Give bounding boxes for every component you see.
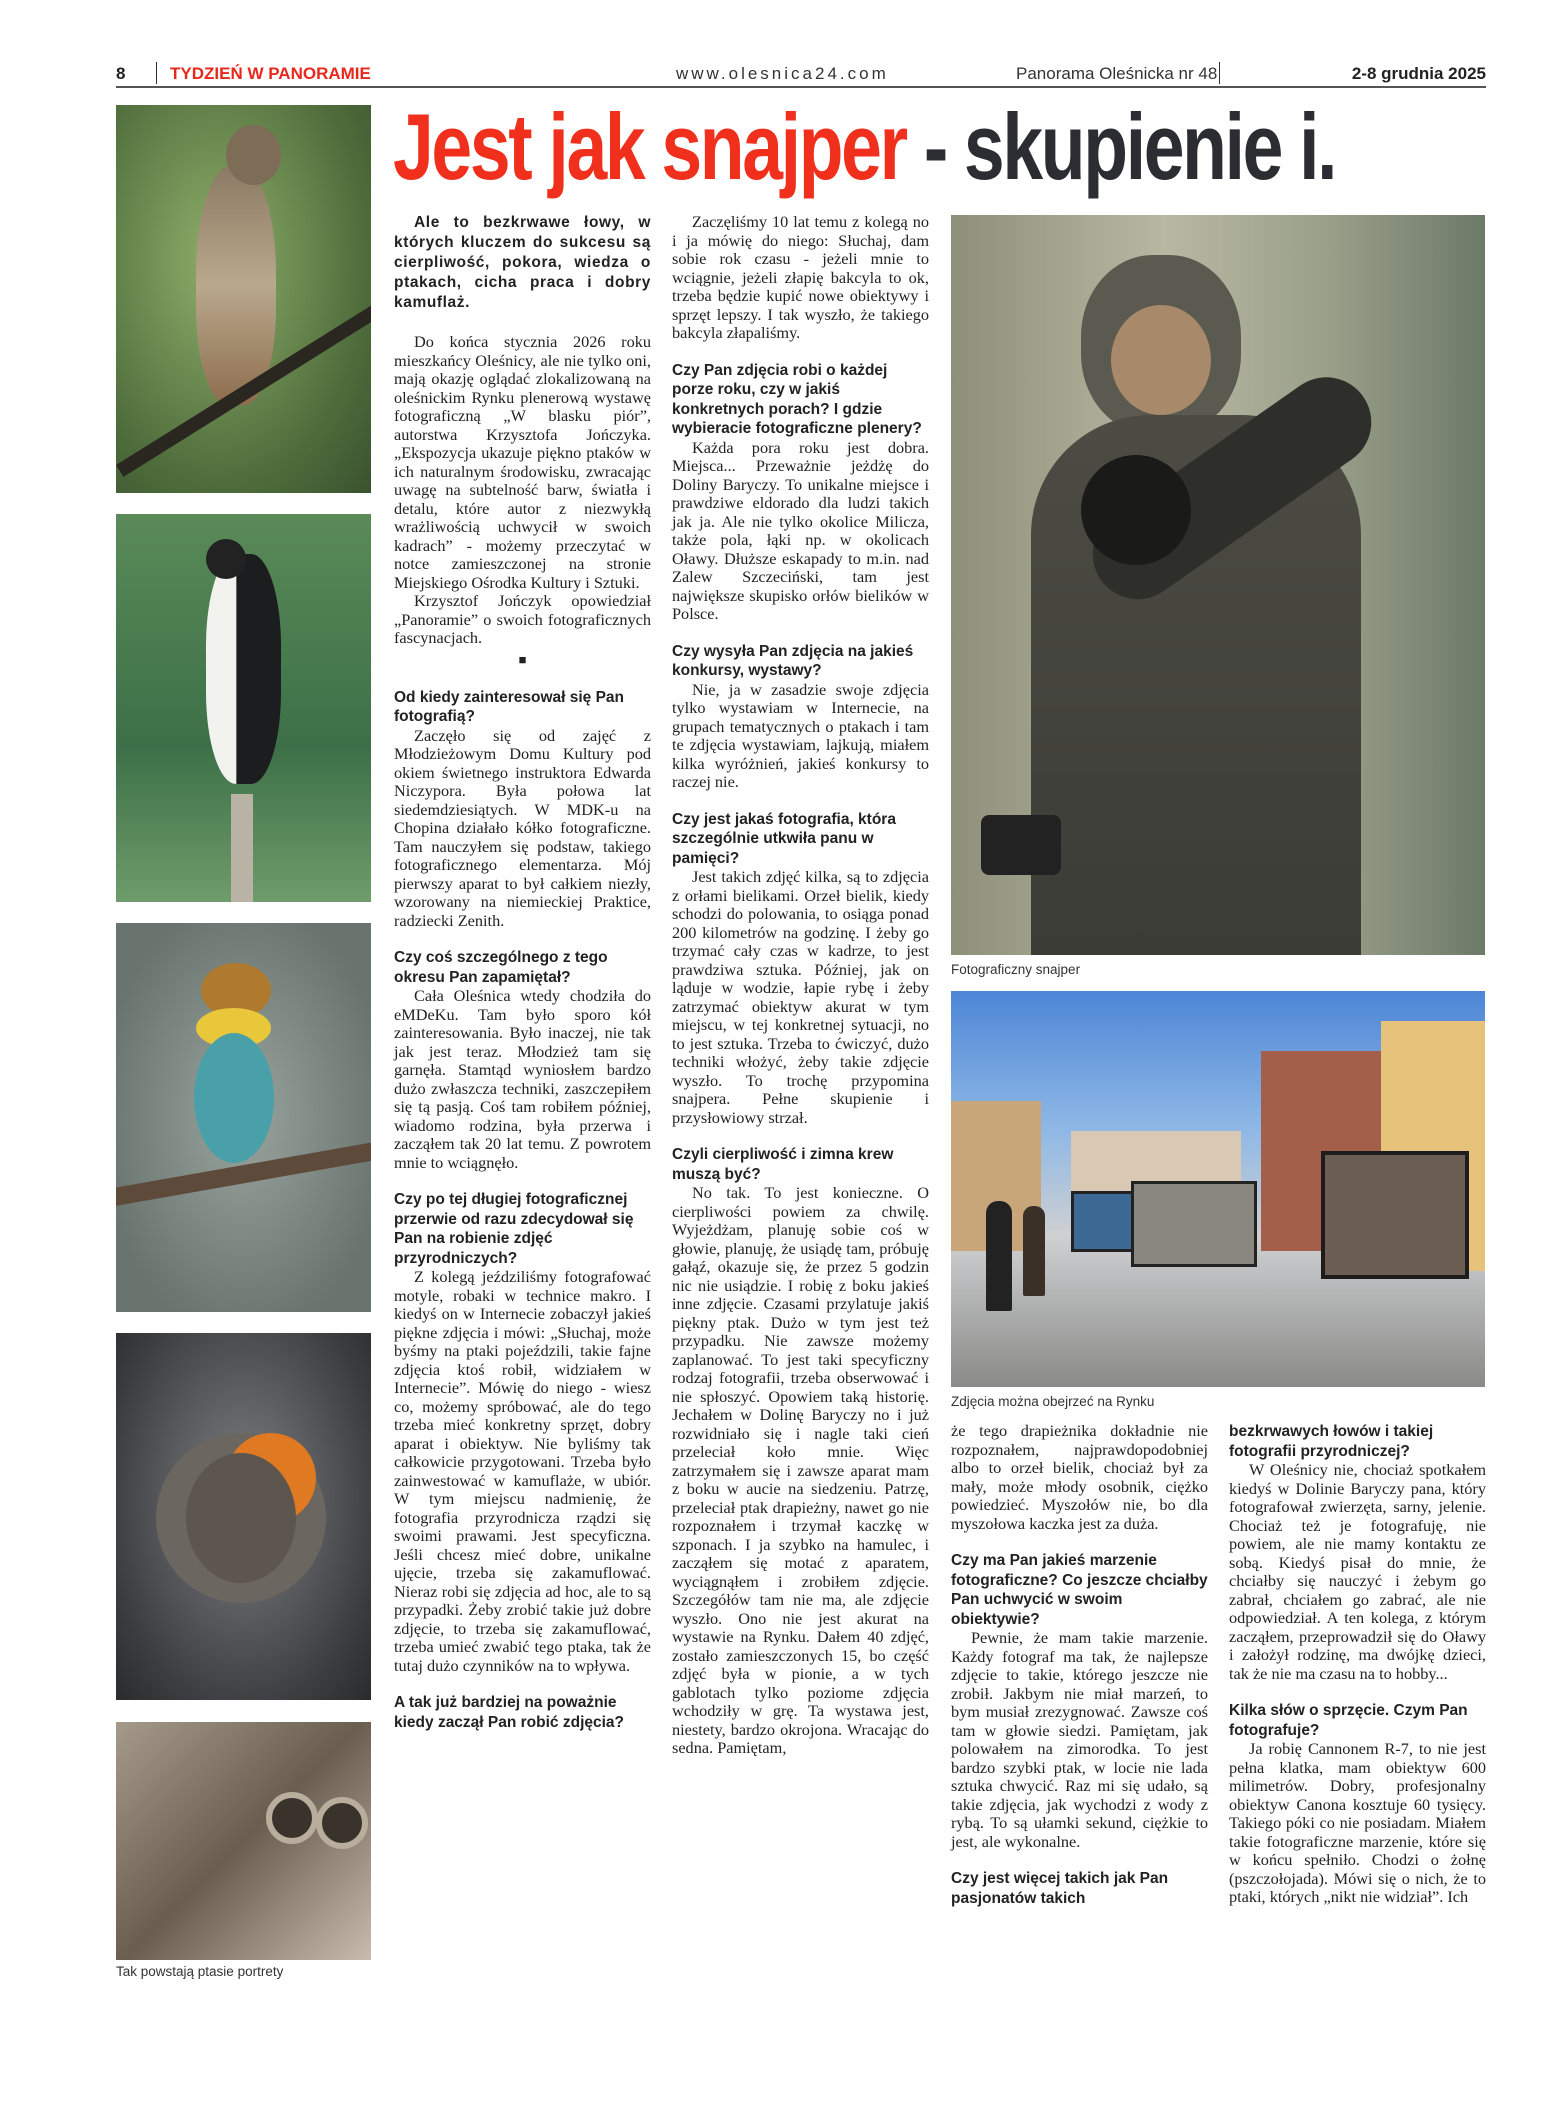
- article-column-4: [1229, 1422, 1486, 1907]
- article-paragraph: Zaczęło się od zajęć z Młodzieżowym Domu Kultury pod okiem świetnego instruktora Edwarda Niczypora. Była połowa lat siedemdziesiątych. W MDK-u na Chopina działało kółko fotograficzne. Tam nauczyłem się podstaw, takiego fotograficznego elementarza. Mój pierwszy aparat to był całkiem niezły, wzorowany na niemieckiej Praktice, radziecki Zenith.: [394, 725, 651, 930]
- article-paragraph: Do końca stycznia 2026 roku mieszkańcy Oleśnicy, ale nie tylko oni, mają okazję oglądać zlokalizowaną na oleśnickim Rynku plenerową wystawę fotograficzną „W blasku piór”, autorstwa Krzysztofa Jończyka. „Ekspozycja ukazuje piękno ptaków w ich naturalnym środowisku, zwracając uwagę na subtelność barw, światła i detalu, które autor z niezwykłą wrażliwością uchwycił w swoich kadrach” - możemy przeczytać w notce zamieszczonej na stronie Miejskiego Ośrodka Kultury i Sztuki.: [394, 332, 651, 592]
- page-number: 8: [116, 64, 126, 83]
- photo-bee-eater: [116, 923, 371, 1312]
- article-column-3: [951, 1422, 1208, 1908]
- article-paragraph: Cała Oleśnica wtedy chodziła do eMDeKu. Tam było sporo kół zainteresowania. Było inaczej, nie tak jak jest teraz. Młodzież tam się garnęła. Stamtąd wyniosłem bardzo dużo zwłaszcza techniki, zaszczepiłem się tą pasją. Coś tam robiłem później, wiadomo rodzina, była przerwa i zacząłem tak 20 lat temu. Z powrotem mnie to wciągnęło.: [394, 986, 651, 1172]
- photo-cormorant: [116, 514, 371, 902]
- article-column-2: [672, 213, 929, 1758]
- article-title: [393, 92, 1335, 202]
- interview-question: A tak już bardziej na poważnie kiedy zaczął Pan robić zdjęcia?: [394, 1694, 625, 1731]
- photo-exhibition-market-square: [951, 991, 1485, 1387]
- header-divider: [1219, 62, 1220, 84]
- interview-question: Czy jest więcej takich jak Pan pasjonatów takich: [951, 1870, 1169, 1907]
- interview-question: Czyli cierpliwość i zimna krew muszą być?: [672, 1146, 894, 1183]
- interview-question: Czy coś szczególnego z tego okresu Pan zapamiętał?: [394, 949, 608, 986]
- article-paragraph: Z kolegą jeździliśmy fotografować motyle, robaki w technice makro. I kiedyś on w Internecie zobaczył jakieś piękne zdjęcia i mówi: „Słuchaj, może byśmy na ptaki pojeździli, takie fajne zdjęcia ktoś robił, widziałem w Internecie”. Mówię do niego - wiesz co, możemy spróbować, ale do tego trzeba mieć konkretny sprzęt, dobry aparat i obiektyw. Nie byliśmy tak całkowicie przygotowani. Trzeba było zainwestować w kamuflaże, w ubiór. W tym miejscu nadmienię, że fotografia przyrodnicza rządzi się swoimi prawami. Jest specyficzna. Jeśli chcesz mieć dobre, unikalne ujęcie, trzeba się zakamuflować. Nieraz robi się zdjęcia ad hoc, ale to są przypadki. Żeby zrobić takie już dobre zdjęcie, to trzeba się zakamuflować, trzeba umieć zwabić tego ptaka, tak że tutaj dużo czynników na to wpływa.: [394, 1267, 651, 1675]
- title-red-part: Jest jak snajper: [393, 94, 906, 199]
- section-separator-icon: ■: [518, 651, 527, 667]
- title-dark-part: - skupienie i.: [905, 94, 1336, 199]
- interview-question: Kilka słów o sprzęcie. Czym Pan fotografuje?: [1229, 1702, 1468, 1739]
- site-url[interactable]: www.olesnica24.com: [676, 64, 889, 83]
- interview-question: bezkrwawych łowów i takiej fotografii przyrodniczej?: [1229, 1423, 1434, 1460]
- header-divider: [156, 62, 157, 84]
- header-rule: [116, 86, 1486, 88]
- caption-photographer: Fotograficzny snajper: [951, 962, 1081, 977]
- article-paragraph: Ja robię Cannonem R-7, to nie jest pełna klatka, mam obiektyw 600 milimetrów. Dobry, profesjonalny obiektyw Canona kosztuje 60 tysięcy. Takiego póki co nie posiadam. Miałem takie fotograficzne marzenie, które się w końcu spełniło. Chodzi o żołnę (pszczołojada). Mówi się o nich, że to ptaki, których „nikt nie widział”. Ich: [1229, 1739, 1486, 1906]
- photo-photographer: [951, 215, 1485, 955]
- article-paragraph: No tak. To jest konieczne. O cierpliwości powiem za chwilę. Wyjeżdżam, planuję sobie coś w głowie, planuję, że usiądę tam, próbuję gałąź, okazuje się, że przez 5 godzin nic nie usiądzie. I robię z boku jakieś inne zdjęcie. Czasami przylatuje jakiś piękny ptak. Dużo w tym jest też przypadku. Nie zawsze możemy zaplanować. To jest taki specyficzny rodzaj fotografii, trzeba obserwować i nie spłoszyć. Opowiem taką historię. Jechałem w Dolinę Baryczy no i już rozwidniało się i nagle taki cień przeleciał koło mnie. Więc zatrzymałem się i zawsze aparat mam z boku w aucie na siedzeniu. Patrzę, przeleciał ptak drapieżny, nawet go nie rozpoznałem i trzymał kaczkę w szponach. I ja szybko na hamulec, i zacząłem się motać z aparatem, wyciągnąłem i zrobiłem zdjęcie. Szczegółów tam nie ma, ale zdjęcie wyszło. Ono nie jest akurat na wystawie na Rynku. Dałem 40 zdjęć, zostało zamieszczonych 15, bo część zdjęć była w pionie, a w tych gablotach tylko poziome zdjęcia wchodziły w grę. Ta wystawa jest, niestety, bardzo okrojona. Wracając do sedna. Pamiętam,: [672, 1183, 929, 1757]
- interview-question: Czy wysyła Pan zdjęcia na jakieś konkursy, wystawy?: [672, 642, 914, 679]
- interview-question: Czy Pan zdjęcia robi o każdej porze roku, czy w jakiś konkretnych porach? I gdzie wybieracie fotograficzne plenery?: [672, 361, 922, 437]
- article-paragraph: W Oleśnicy nie, chociaż spotkałem kiedyś w Dolinie Baryczy pana, który fotografował zwierzęta, sarny, jelenie. Chociaż też je fotografuję, nie powiem, ale nie mamy kontaktu ze sobą. Kiedyś pisał do mnie, że chciałby się nauczyć i żebym go zabrał, chciałem go zabrać, ale nie odpowiedział. A ten kolega, z którym zacząłem, przeprowadził się do Oławy i założył rodzinę, ma dwójkę dzieci, tak że nie ma czasu na to hobby...: [1229, 1460, 1486, 1683]
- section-label: TYDZIEŃ W PANORAMIE: [170, 64, 371, 83]
- issue-date: 2-8 grudnia 2025: [1351, 64, 1486, 83]
- interview-question: Od kiedy zainteresował się Pan fotografią?: [394, 688, 625, 725]
- photo-owl: [116, 1722, 371, 1960]
- page-header: [116, 62, 1486, 86]
- article-paragraph: Krzysztof Jończyk opowiedział „Panoramie” o swoich fotograficznych fascynacjach.: [394, 591, 651, 647]
- article-lead: Ale to bezkrwawe łowy, w których kluczem do sukcesu są cierpliwość, pokora, wiedza o ptakach, cicha praca i dobry kamuflaż.: [394, 214, 651, 311]
- interview-question: Czy po tej długiej fotograficznej przerwie od razu zdecydował się Pan na robienie zdjęć przyrodniczych?: [394, 1191, 634, 1267]
- article-paragraph: Nie, ja w zasadzie swoje zdjęcia tylko wystawiam w Internecie, na grupach tematycznych o ptakach i tam te zdjęcia wystawiam, lajkują, miałem kilka wyróżnień, jakieś konkursy to raczej nie.: [672, 679, 929, 791]
- article-column-1: [394, 213, 651, 1732]
- interview-question: Czy ma Pan jakieś marzenie fotograficzne? Co jeszcze chciałby Pan uchwycić w swoim obiektywie?: [951, 1552, 1208, 1628]
- article-paragraph: Jest takich zdjęć kilka, są to zdjęcia z orłami bielikami. Orzeł bielik, kiedy schodzi do polowania, to osiąga ponad 200 kilometrów na godzinę. I żeby go trzymać cały czas w kadrze, to jest prawdziwa sztuka. Później, jak on ląduje w wodzie, łapie rybę i żeby zatrzymać obiektyw akurat w tym miejscu, w tej konkretnej sytuacji, no to jest sztuka. Trzeba to ćwiczyć, dużo techniki włożyć, żeby takie zdjęcie wyszło. To trochę przypomina snajpera. Pełne skupienie i przysłowiowy strzał.: [672, 867, 929, 1127]
- issue-label: Panorama Oleśnicka nr 48: [1016, 64, 1218, 83]
- photo-robin: [116, 1333, 371, 1700]
- caption-exhibition: Zdjęcia można obejrzeć na Rynku: [951, 1394, 1155, 1409]
- article-paragraph: Zaczęliśmy 10 lat temu z kolegą no i ja mówię do niego: Słuchaj, dam sobie rok czasu - jeżeli mnie to wciągnie, jeżeli złapię bakcyla to ok, trzeba będzie kupić nowe obiektywy i sprzęt lepszy. I tak wyszło, że takiego bakcyla złapaliśmy.: [672, 212, 929, 342]
- article-paragraph: Pewnie, że mam takie marzenie. Każdy fotograf ma tak, że najlepsze zdjęcie to takie, którego jeszcze nie zrobił. Jakbym nie miał marzeń, to bym musiał zrezygnować. Zawsze coś tam w głowie siedzi. Pamiętam, jak polowałem na zimorodka. To jest bardzo szybki ptak, w locie nie lada sztuka chwycić. Raz mi się udało, są takie zdjęcia, jak wychodzi z wody z rybą. To są ułamki sekund, ciężkie to jest, ale wykonalne.: [951, 1628, 1208, 1851]
- article-paragraph: Każda pora roku jest dobra. Miejsca... Przeważnie jeżdżę do Doliny Baryczy. To unikalne miejsce i prawdziwe eldorado dla ludzi takich jak ja. Ale nie tylko okolice Milicza, także pola, łąki np. w okolicach Oławy. Dłuższe eskapady to m.in. nad Zalew Szczeciński, tam jest największe skupisko orłów bielików w Polsce.: [672, 437, 929, 623]
- interview-question: Czy jest jakaś fotografia, która szczególnie utkwiła panu w pamięci?: [672, 810, 896, 867]
- photo-reed-warbler: [116, 105, 371, 493]
- article-paragraph: że tego drapieżnika dokładnie nie rozpoznałem, najprawdopodobniej albo to orzeł bielik, chociaż był za mały, może młody osobnik, ciężko powiedzieć. Myszołów nie, bo dla myszołowa kaczka jest za duża.: [951, 1421, 1208, 1533]
- caption-bird-portraits: Tak powstają ptasie portrety: [116, 1964, 284, 1979]
